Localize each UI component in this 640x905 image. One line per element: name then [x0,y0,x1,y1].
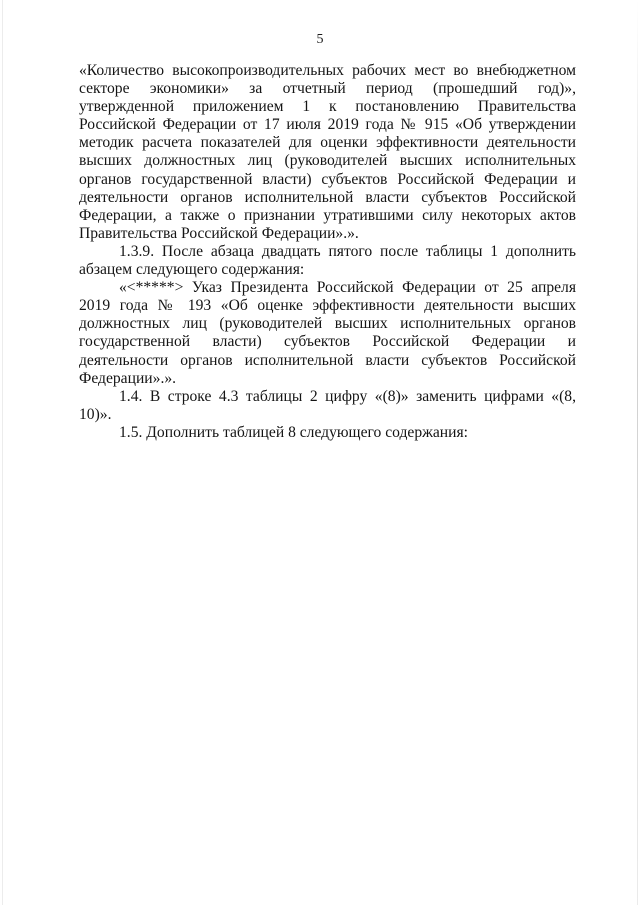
paragraph-footnote-ukaz: «<*****> Указ Президента Российской Федерации от 25 апреля 2019 года № 193 «Об оценке эффективности деятельности высших должностных лиц (руководителей высших исполнительных органов государственной власти) субъектов Российской Федерации и деятельности органов исполнительной власти субъектов Российской Федерации».». [79,279,576,387]
paragraph-1-3-9: 1.3.9. После абзаца двадцать пятого после таблицы 1 дополнить абзацем следующего содержания: [79,242,576,279]
scan-edge-left [2,0,3,905]
document-body [79,62,576,442]
page-number: 5 [316,32,324,47]
paragraph-1-4: 1.4. В строке 4.3 таблицы 2 цифру «(8)» заменить цифрами «(8, 10)». [79,387,576,423]
scan-edge-right [637,0,638,905]
paragraph-continuation: «Количество высокопроизводительных рабочих мест во внебюджетном секторе экономики» за отчетный период (прошедший год)», утвержденной приложением 1 к постановлению Правительства Российской Федерации от 17 июля 2019 года № 915 «Об утверждении методик расчета показателей для оценки эффективности деятельности высших должностных лиц (руководителей высших исполнительных органов государственной власти) субъектов Российской Федерации и деятельности органов исполнительной власти субъектов Российской Федерации, а также о признании утратившими силу некоторых актов Правительства Российской Федерации».». [79,62,576,242]
paragraph-1-5: 1.5. Дополнить таблицей 8 следующего содержания: [119,423,469,441]
